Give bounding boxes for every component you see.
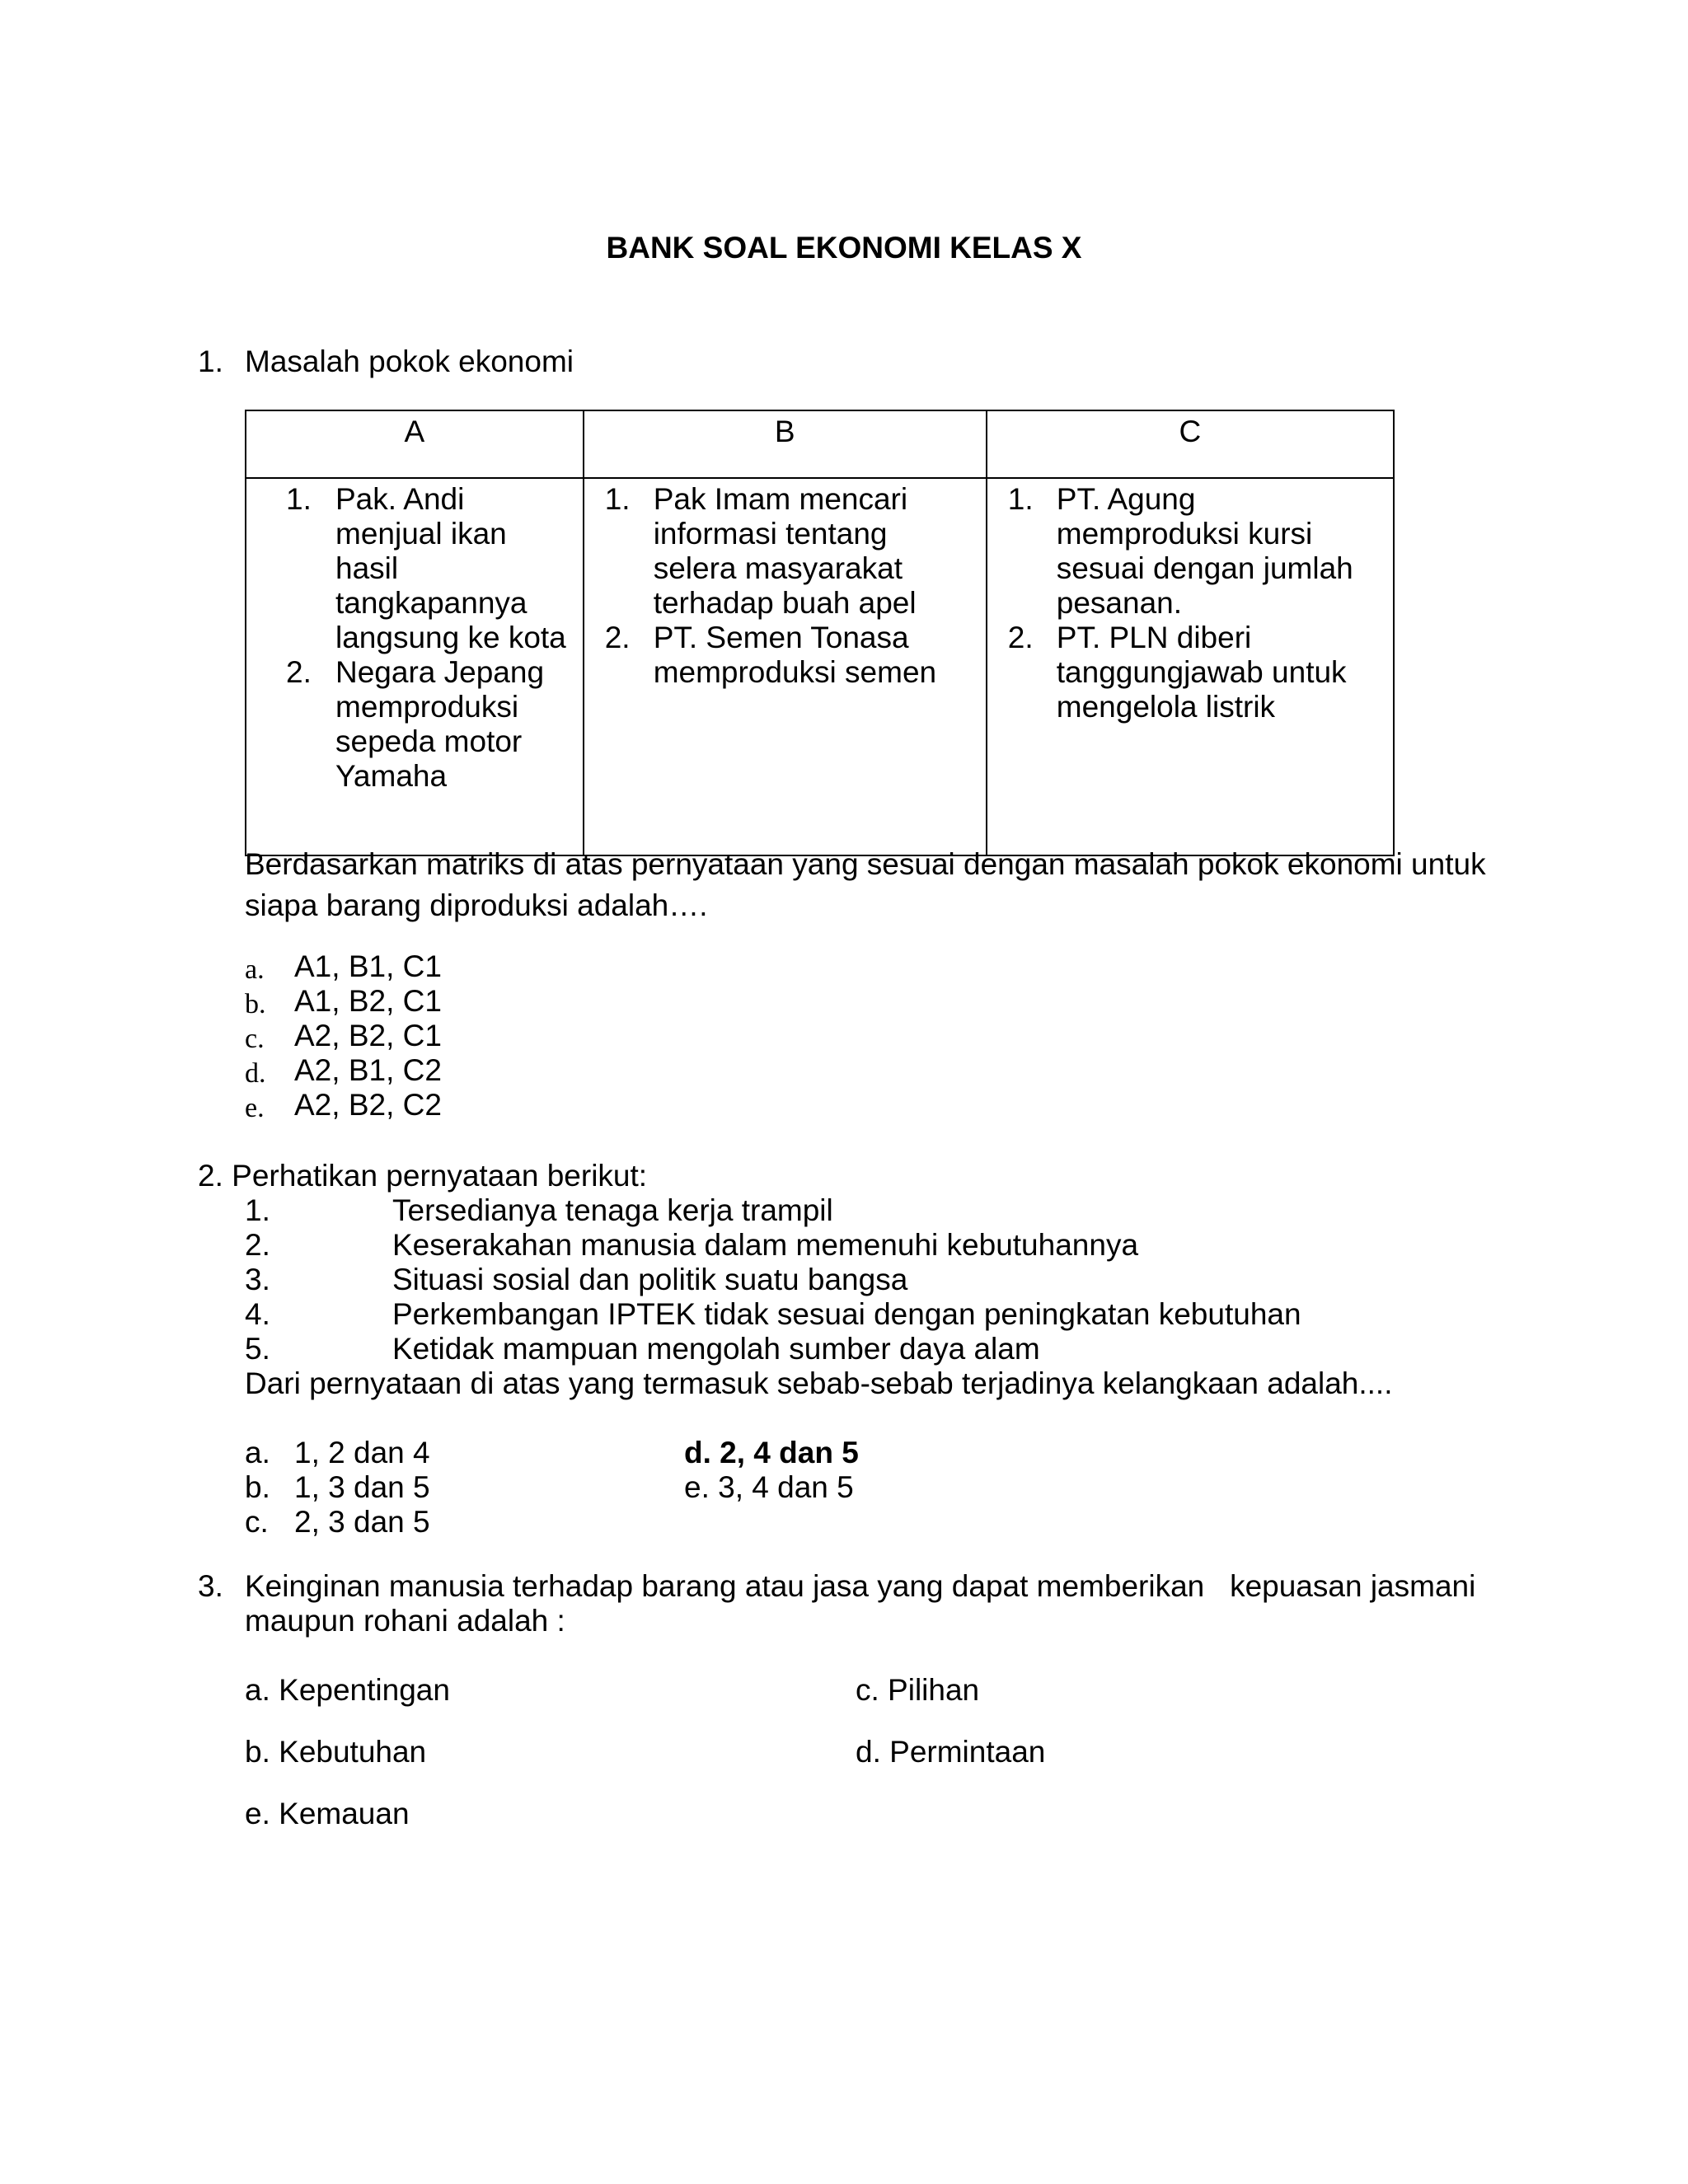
option-letter: a.: [245, 1436, 270, 1469]
q1-question-line1: Berdasarkan matriks di atas pernyataan yang sesuai dengan masalah pokok ekonomi untuk: [245, 847, 1486, 881]
item-text: Pak. Andi menjual ikan hasil tangkapannya langsung ke kota: [335, 482, 566, 654]
option-letter: d.: [245, 1058, 266, 1089]
option-text: e. Kemauan: [245, 1797, 410, 1830]
item-text: Negara Jepang memproduksi sepeda motor Yamaha: [335, 655, 545, 793]
header-b: B: [584, 410, 987, 478]
list-item: [584, 621, 986, 690]
option-text: 2, 3 dan 5: [294, 1505, 430, 1539]
option-text: A1, B1, C1: [294, 949, 442, 983]
cell-c: [987, 478, 1394, 855]
option-text: A2, B2, C2: [294, 1088, 442, 1122]
economic-matrix-table: [245, 410, 1395, 856]
item-text: PT. Semen Tonasa memproduksi semen: [653, 621, 937, 689]
item-number: 2.: [286, 655, 312, 689]
cell-b: [584, 478, 987, 855]
option-text: d. Permintaan: [856, 1735, 1046, 1769]
option-answer: d. 2, 4 dan 5: [684, 1436, 859, 1469]
q3-text-line1: Keinginan manusia terhadap barang atau jasa yang dapat memberikan kepuasan jasmani: [245, 1569, 1476, 1603]
item-text: PT. PLN diberi tanggungjawab untuk mengelola listrik: [1056, 621, 1347, 724]
statement-number: 1.: [245, 1193, 270, 1227]
item-number: 1.: [604, 482, 631, 516]
header-a: A: [246, 410, 584, 478]
option-text: a. Kepentingan: [245, 1673, 450, 1707]
item-number: 2.: [1007, 621, 1034, 654]
option-text: b. Kebutuhan: [245, 1735, 427, 1769]
statement-text: Tersedianya tenaga kerja trampil: [392, 1193, 833, 1227]
statement-number: 4.: [245, 1297, 270, 1331]
statement-number: 2.: [245, 1228, 270, 1262]
option-text: e. 3, 4 dan 5: [684, 1470, 854, 1504]
option-letter: b.: [245, 989, 266, 1019]
q1-text: Masalah pokok ekonomi: [245, 344, 574, 378]
option-text: A2, B1, C2: [294, 1053, 442, 1087]
q2-heading: 2. Perhatikan pernyataan berikut:: [198, 1159, 648, 1193]
item-number: 1.: [286, 482, 312, 516]
table-body-row: [246, 478, 1394, 855]
option-letter: c.: [245, 1024, 265, 1054]
q3-number: 3.: [198, 1569, 223, 1603]
option-text: 1, 2 dan 4: [294, 1436, 430, 1469]
list-item: [987, 621, 1393, 724]
option-text: A2, B2, C1: [294, 1019, 442, 1052]
q3-text-line2: maupun rohani adalah :: [245, 1604, 565, 1638]
item-text: Pak Imam mencari informasi tentang selera masyarakat terhadap buah apel: [653, 482, 917, 620]
page-title: BANK SOAL EKONOMI KELAS X: [606, 231, 1082, 265]
statement-text: Situasi sosial dan politik suatu bangsa: [392, 1263, 908, 1296]
statement-number: 3.: [245, 1263, 270, 1296]
q2-question: Dari pernyataan di atas yang termasuk sebab-sebab terjadinya kelangkaan adalah....: [245, 1366, 1393, 1400]
option-letter: e.: [245, 1093, 265, 1123]
option-letter: c.: [245, 1505, 269, 1539]
list-item: [987, 482, 1393, 621]
statement-text: Keserakahan manusia dalam memenuhi kebutuhannya: [392, 1228, 1139, 1262]
q1-question-line2: siapa barang diproduksi adalah….: [245, 888, 708, 922]
option-text: c. Pilihan: [856, 1673, 980, 1707]
item-number: 1.: [1007, 482, 1034, 516]
statement-number: 5.: [245, 1332, 270, 1366]
option-letter: b.: [245, 1470, 270, 1504]
statement-text: Ketidak mampuan mengolah sumber daya alam: [392, 1332, 1040, 1366]
item-text: PT. Agung memproduksi kursi sesuai dengan jumlah pesanan.: [1056, 482, 1353, 620]
q1-number: 1.: [198, 344, 223, 378]
list-item: [584, 482, 986, 621]
table-header-row: [246, 410, 1394, 478]
list-item: [246, 655, 583, 794]
statement-text: Perkembangan IPTEK tidak sesuai dengan peningkatan kebutuhan: [392, 1297, 1301, 1331]
list-item: [246, 482, 583, 655]
option-text: A1, B2, C1: [294, 984, 442, 1018]
option-letter: a.: [245, 954, 265, 985]
item-number: 2.: [604, 621, 631, 654]
header-c: C: [987, 410, 1394, 478]
option-text: 1, 3 dan 5: [294, 1470, 430, 1504]
cell-a: [246, 478, 584, 855]
